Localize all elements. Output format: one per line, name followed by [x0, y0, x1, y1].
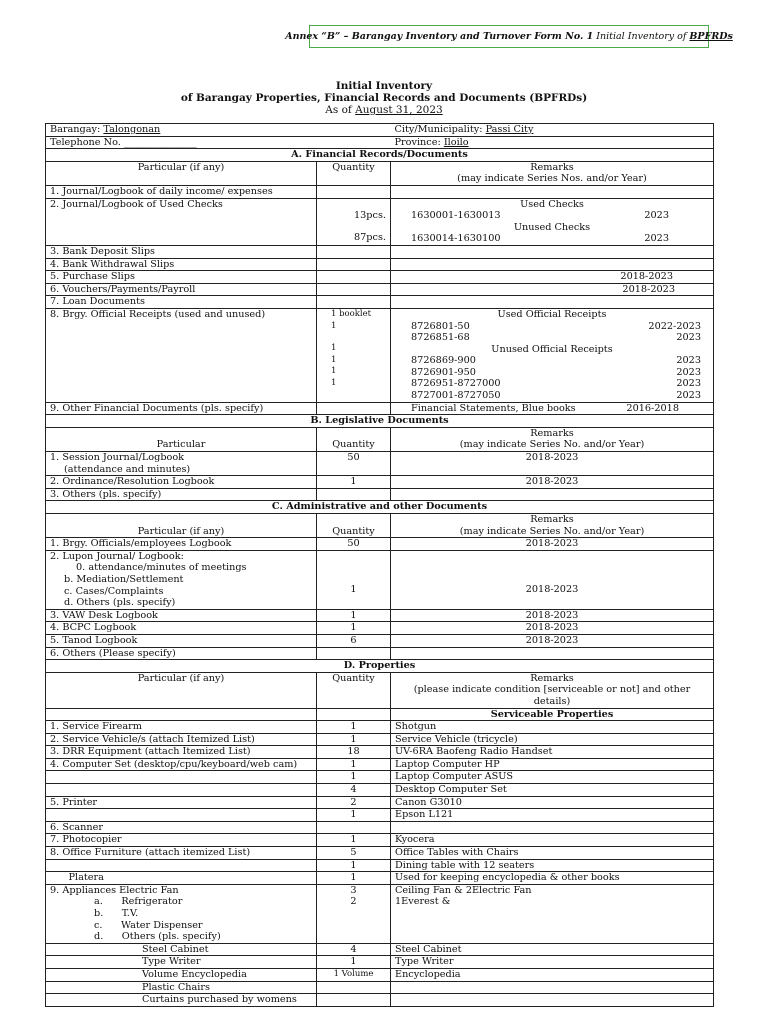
- a-row-8-qty: [317, 308, 391, 402]
- d-extra-qty: 1: [317, 956, 391, 969]
- d-row-qty: 1: [317, 834, 391, 847]
- d-row-particular: 2. Service Vehicle/s (attach Itemized List): [46, 733, 317, 746]
- d-row-qty: 1: [317, 859, 391, 872]
- or-series-2: 8726869-900: [411, 355, 476, 367]
- d-row-qty: 1: [317, 771, 391, 784]
- a-row-2: 2. Journal/Logbook of Used Checks: [46, 198, 317, 245]
- b-row-1-label: 1. Session Journal/Logbook: [50, 452, 185, 464]
- b-header-particular: Particular: [46, 427, 317, 451]
- qty-87: 87pcs.: [353, 232, 386, 244]
- c-row-2-qty: [317, 550, 391, 609]
- c-row-2-label: 2. Lupon Journal/ Logbook:: [50, 550, 184, 562]
- d-remarks-sub: (please indicate condition [serviceable or not] and other details): [413, 684, 691, 707]
- or-year-3: 2023: [676, 366, 701, 378]
- c-row-2d: d. Others (pls. specify): [64, 597, 176, 609]
- d-row-remarks: [391, 821, 714, 834]
- table-row: [46, 185, 714, 198]
- d-row-particular: [46, 809, 317, 822]
- d-row-particular: 8. Office Furniture (attach itemized List): [46, 847, 317, 860]
- d-row-particular: 3. DRR Equipment (attach Itemized List): [46, 746, 317, 759]
- d-row-remarks: Dining table with 12 seaters: [391, 859, 714, 872]
- d-extra-remarks: Type Writer: [391, 956, 714, 969]
- c-header-particular: Particular (if any): [46, 514, 317, 538]
- c-header-remarks: [391, 514, 714, 538]
- c-row-3: 3. VAW Desk Logbook: [46, 609, 317, 622]
- d-row-9-label: 9. Appliances Electric Fan: [50, 884, 179, 896]
- d-row-qty: 1: [317, 733, 391, 746]
- c-row-2-qty-val: 1: [350, 583, 357, 595]
- a-remarks-sub: (may indicate Series Nos. and/or Year): [457, 173, 647, 185]
- d-row-remarks: Laptop Computer HP: [391, 758, 714, 771]
- d-row-9-qty-1: 2: [350, 896, 357, 908]
- title-line1: Initial Inventory: [335, 80, 433, 92]
- d-row-9c: c. Water Dispenser: [94, 919, 203, 931]
- d-row-qty: 4: [317, 784, 391, 797]
- b-row-1-sub: (attendance and minutes): [64, 463, 191, 475]
- qty-8-0: 1 booklet: [331, 308, 372, 319]
- or-year-4: 2023: [676, 378, 701, 390]
- header-row-2: [46, 136, 714, 149]
- c-row-2b: b. Mediation/Settlement: [64, 573, 184, 585]
- d-row-9-qty-0: 3: [350, 884, 357, 896]
- unused-or-label: Unused Official Receipts: [491, 343, 613, 355]
- c-row-4-qty: 1: [317, 622, 391, 635]
- unused-checks-year: 2023: [644, 233, 669, 245]
- d-row-qty: 1: [317, 809, 391, 822]
- a-row-1: 1. Journal/Logbook of daily income/ expenses: [46, 185, 317, 198]
- table-row: [46, 198, 714, 245]
- d-extra-particular: Steel Cabinet: [46, 943, 317, 956]
- a-row-9-year: 2016-2018: [626, 402, 679, 414]
- annex-middle: Initial Inventory of: [596, 31, 687, 42]
- province-label: Province:: [394, 136, 441, 148]
- b-row-1-qty: 50: [317, 452, 391, 476]
- b-row-1-remarks: 2018-2023: [391, 452, 714, 476]
- a-row-5: 5. Purchase Slips: [46, 271, 317, 284]
- telephone-value: _______________: [123, 136, 197, 148]
- section-c-title: C. Administrative and other Documents: [46, 501, 714, 514]
- a-header-remarks: [391, 161, 714, 185]
- c-row-2: [46, 550, 317, 609]
- d-extra-particular: Volume Encyclopedia: [46, 968, 317, 981]
- c-row-2-rem-val: 2018-2023: [525, 583, 579, 595]
- d-row-remarks: UV-6RA Baofeng Radio Handset: [391, 746, 714, 759]
- c-row-2-remarks: [391, 550, 714, 609]
- city-label: City/Municipality:: [394, 124, 483, 135]
- or-series-4: 8726951-8727000: [411, 378, 501, 390]
- d-header-quantity: Quantity: [317, 672, 391, 708]
- d-row-particular: Platera: [46, 872, 317, 885]
- a-header-particular: Particular (if any): [46, 161, 317, 185]
- c-row-5-remarks: 2018-2023: [391, 634, 714, 647]
- d-extra-particular: Type Writer: [46, 956, 317, 969]
- d-row-qty: 1: [317, 872, 391, 885]
- c-row-3-qty: 1: [317, 609, 391, 622]
- annex-prefix: Annex “B” – Barangay Inventory and Turnover Form No. 1: [285, 31, 594, 42]
- d-extra-remarks: Encyclopedia: [391, 968, 714, 981]
- a-remarks-title: Remarks: [530, 161, 574, 173]
- d-row-remarks: Epson L121: [391, 809, 714, 822]
- d-row-9d: d. Others (pls. specify): [94, 931, 221, 943]
- or-series-3: 8726901-950: [411, 366, 476, 378]
- d-extra-qty: [317, 994, 391, 1007]
- a-row-5-remarks: 2018-2023: [391, 271, 714, 284]
- b-remarks-title: Remarks: [530, 427, 574, 439]
- or-year-5: 2023: [676, 390, 701, 402]
- d-row-remarks: Office Tables with Chairs: [391, 847, 714, 860]
- qty-8-3: 1: [331, 354, 337, 365]
- c-row-1: 1. Brgy. Officials/employees Logbook: [46, 538, 317, 551]
- d-header-particular: Particular (if any): [46, 672, 317, 708]
- b-header-remarks: [391, 427, 714, 451]
- b-remarks-sub: (may indicate Series No. and/or Year): [459, 439, 645, 451]
- d-row-particular: 6. Scanner: [46, 821, 317, 834]
- d-row-qty: 2: [317, 796, 391, 809]
- province-cell: [391, 136, 714, 149]
- serviceable-label: Serviceable Properties: [391, 708, 714, 721]
- table-row: [46, 402, 714, 415]
- a-row-9-remarks: [391, 402, 714, 415]
- d-remarks-title: Remarks: [530, 672, 574, 684]
- d-row-remarks: Used for keeping encyclopedia & other books: [391, 872, 714, 885]
- or-year-2: 2023: [676, 355, 701, 367]
- d-row-particular: [46, 771, 317, 784]
- unused-checks-series: 1630014-1630100: [411, 233, 501, 245]
- a-header-quantity: Quantity: [317, 161, 391, 185]
- barangay-label: Barangay:: [50, 124, 101, 135]
- d-row-remarks: Service Vehicle (tricycle): [391, 733, 714, 746]
- d-row-particular: 1. Service Firearm: [46, 721, 317, 734]
- c-row-5-qty: 6: [317, 634, 391, 647]
- c-header-quantity: Quantity: [317, 514, 391, 538]
- c-row-4-remarks: 2018-2023: [391, 622, 714, 635]
- d-row-particular: 7. Photocopier: [46, 834, 317, 847]
- d-row-particular: [46, 859, 317, 872]
- d-row-qty: [317, 821, 391, 834]
- city-cell: [391, 124, 714, 137]
- d-extra-qty: 4: [317, 943, 391, 956]
- a-row-2-remarks: [391, 198, 714, 245]
- d-extra-particular: Curtains purchased by womens: [46, 994, 317, 1007]
- qty-8-2: 1: [331, 343, 337, 354]
- a-row-6-remarks: 2018-2023: [391, 283, 714, 296]
- d-row-9-rem-1: 1Everest &: [395, 896, 451, 908]
- or-series-1: 8726851-68: [411, 332, 470, 344]
- used-or-label: Used Official Receipts: [497, 308, 607, 320]
- d-row-qty: 18: [317, 746, 391, 759]
- b-row-2-qty: 1: [317, 476, 391, 489]
- d-extra-remarks: [391, 994, 714, 1007]
- c-row-3-remarks: 2018-2023: [391, 609, 714, 622]
- c-row-6: 6. Others (Please specify): [46, 647, 317, 660]
- a-row-8-remarks: [391, 308, 714, 402]
- d-row-9-qty: [317, 884, 391, 943]
- d-row-9-remarks: [391, 884, 714, 943]
- used-checks-year: 2023: [644, 210, 669, 222]
- table-row: [46, 308, 714, 402]
- telephone-cell: [46, 136, 391, 149]
- qty-8-4: 1: [331, 366, 337, 377]
- c-row-2c: c. Cases/Complaints: [64, 585, 164, 597]
- c-row-5: 5. Tanod Logbook: [46, 634, 317, 647]
- c-remarks-title: Remarks: [530, 514, 574, 525]
- a-row-3: 3. Bank Deposit Slips: [46, 245, 317, 258]
- a-row-2-qty: [317, 198, 391, 245]
- section-d-title: D. Properties: [46, 660, 714, 673]
- d-row-qty: 1: [317, 721, 391, 734]
- city-value: Passi City: [485, 124, 534, 135]
- d-extra-qty: 1 Volume: [317, 968, 391, 981]
- d-extra-remarks: Steel Cabinet: [391, 943, 714, 956]
- telephone-label: Telephone No.: [50, 136, 121, 148]
- b-header-quantity: Quantity: [317, 427, 391, 451]
- d-row-qty: 1: [317, 758, 391, 771]
- qty-8-5: 1: [331, 377, 337, 388]
- section-a-title: A. Financial Records/Documents: [46, 149, 714, 162]
- used-checks-label: Used Checks: [520, 198, 584, 210]
- annex-label: [285, 25, 733, 48]
- c-row-1-qty: 50: [317, 538, 391, 551]
- inventory-table: [45, 123, 714, 1007]
- as-of-date: August 31, 2023: [355, 104, 443, 116]
- d-extra-particular: Plastic Chairs: [46, 981, 317, 994]
- d-row-9-rem-0: Ceiling Fan & 2Electric Fan: [395, 884, 532, 896]
- a-row-8: 8. Brgy. Official Receipts (used and unused): [46, 308, 317, 402]
- d-row-remarks: Desktop Computer Set: [391, 784, 714, 797]
- annex-acronym: BPFRDs: [689, 31, 733, 42]
- a-row-9: 9. Other Financial Documents (pls. specify): [46, 402, 317, 415]
- or-series-0: 8726801-50: [411, 320, 470, 332]
- d-row-9a: a. Refrigerator: [94, 896, 183, 908]
- a-row-9-rem: Financial Statements, Blue books: [411, 402, 576, 414]
- section-b-title: B. Legislative Documents: [46, 415, 714, 428]
- a-row-7: 7. Loan Documents: [46, 296, 317, 309]
- c-remarks-sub: (may indicate Series No. and/or Year): [459, 525, 645, 537]
- barangay-value: Talongonan: [103, 124, 161, 135]
- c-row-4: 4. BCPC Logbook: [46, 622, 317, 635]
- title-as-of: [0, 104, 768, 116]
- d-row-9b: b. T.V.: [94, 908, 139, 919]
- qty-13: 13pcs.: [353, 209, 386, 221]
- d-row-particular: 5. Printer: [46, 796, 317, 809]
- d-extra-qty: [317, 981, 391, 994]
- unused-checks-label: Unused Checks: [513, 221, 591, 233]
- d-row-9: [46, 884, 317, 943]
- used-checks-series: 1630001-1630013: [411, 210, 501, 222]
- a-row-4: 4. Bank Withdrawal Slips: [46, 258, 317, 271]
- province-value: Iloilo: [443, 136, 469, 148]
- as-of-label: As of: [325, 104, 352, 116]
- d-row-particular: 4. Computer Set (desktop/cpu/keyboard/web cam): [46, 758, 317, 771]
- barangay-cell: [46, 124, 391, 137]
- d-row-remarks: Shotgun: [391, 721, 714, 734]
- d-header-remarks: [391, 672, 714, 708]
- d-row-remarks: Laptop Computer ASUS: [391, 771, 714, 784]
- or-series-5: 8727001-8727050: [411, 390, 501, 402]
- qty-8-1: 1: [331, 320, 337, 331]
- d-extra-remarks: [391, 981, 714, 994]
- title-line2: of Barangay Properties, Financial Records and Documents (BPFRDs): [180, 92, 588, 104]
- b-row-1: [46, 452, 317, 476]
- b-row-3: 3. Others (pls. specify): [46, 488, 317, 501]
- b-row-2: 2. Ordinance/Resolution Logbook: [46, 476, 317, 489]
- b-row-2-remarks: 2018-2023: [391, 476, 714, 489]
- a-row-6: 6. Vouchers/Payments/Payroll: [46, 283, 317, 296]
- or-year-0: 2022-2023: [648, 320, 701, 332]
- header-row-1: [46, 124, 714, 137]
- d-row-particular: [46, 784, 317, 797]
- c-row-1-remarks: 2018-2023: [391, 538, 714, 551]
- or-year-1: 2023: [676, 332, 701, 344]
- c-row-2a: 0. attendance/minutes of meetings: [76, 562, 247, 574]
- d-row-remarks: Canon G3010: [391, 796, 714, 809]
- d-row-qty: 5: [317, 847, 391, 860]
- d-row-remarks: Kyocera: [391, 834, 714, 847]
